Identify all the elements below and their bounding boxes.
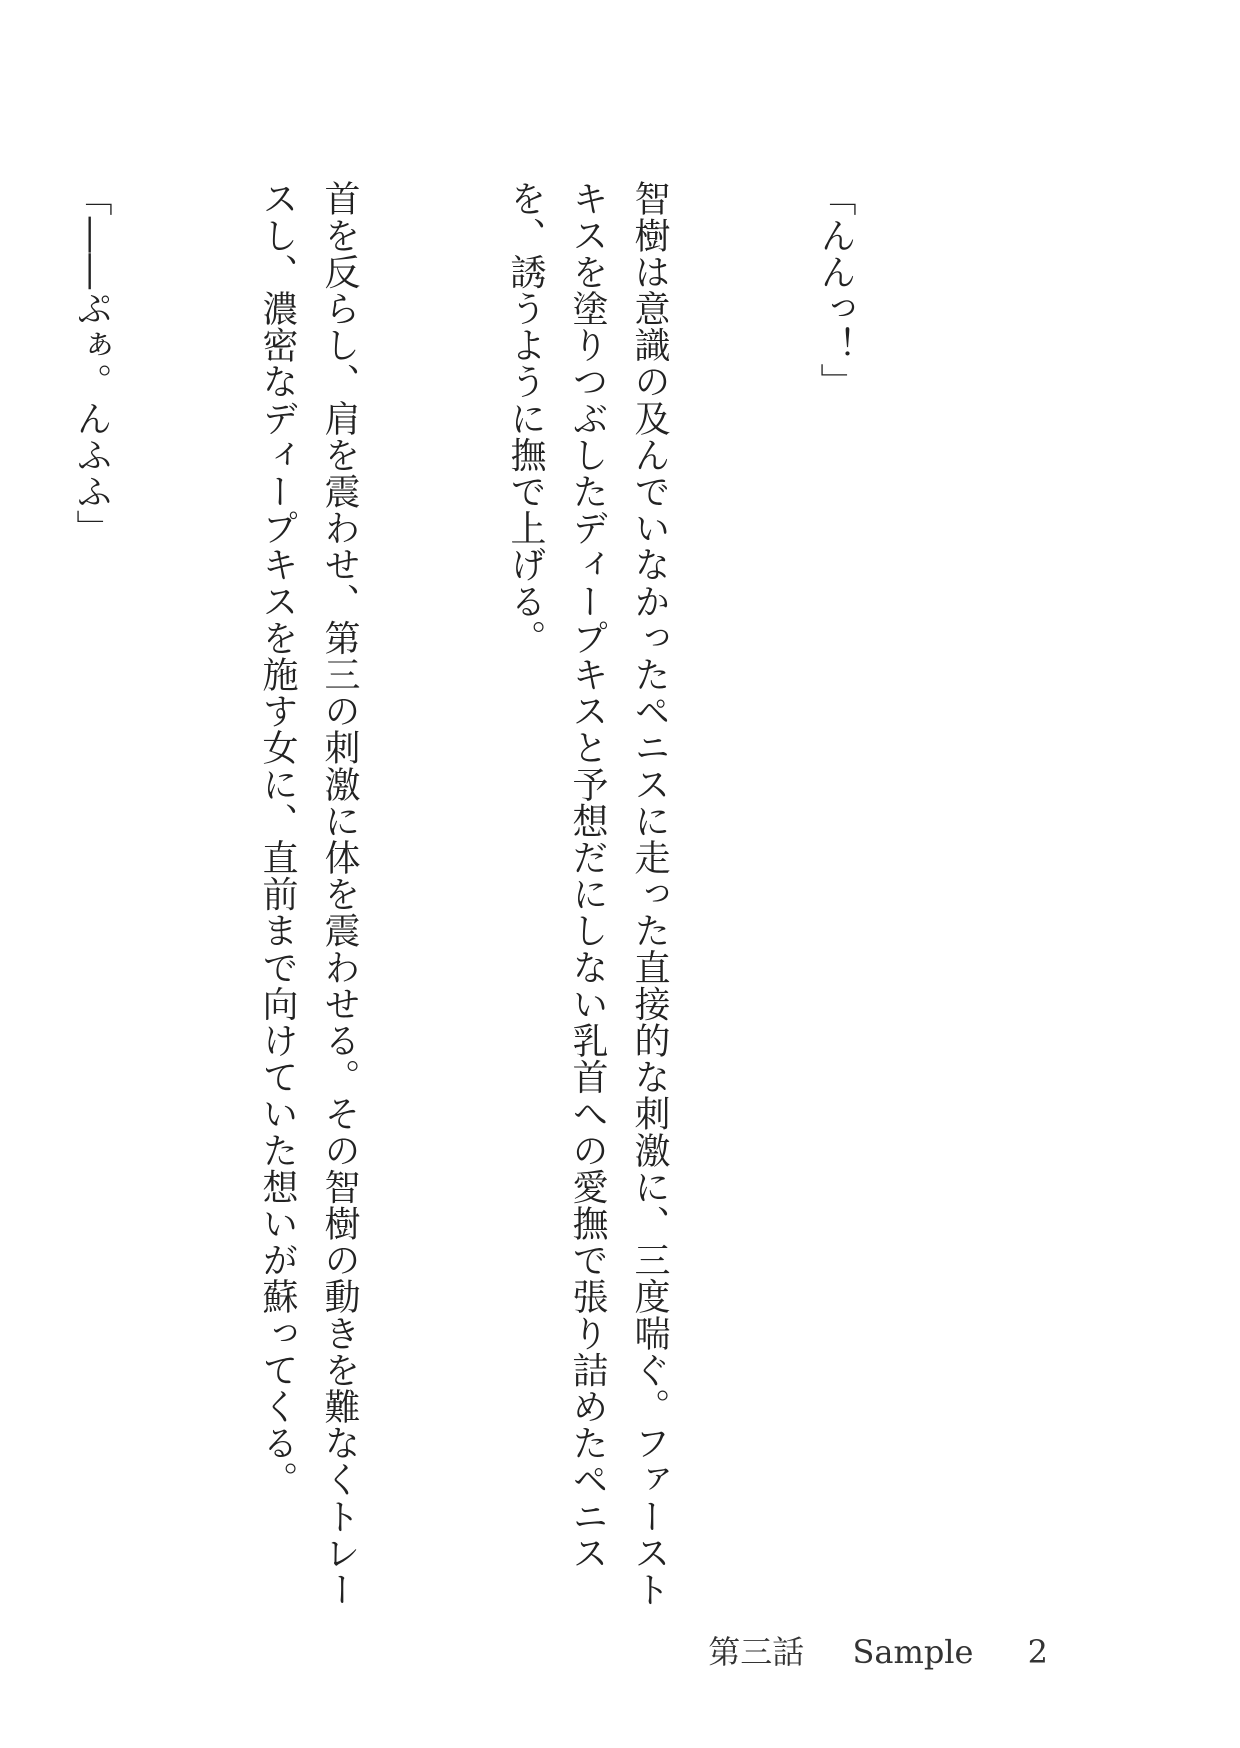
- text-line: 智樹は意識の及んでいなかったペニスに走った直接的な刺激に、三度喘ぐ。ファーストキスを塗りつぶしたディープキスと予想だにしない乳首への愛撫で張り詰めたペニスを、誘うように撫で上げる。: [505, 180, 670, 1608]
- text-line: 首を反らし、肩を震わせ、第三の刺激に体を震わせる。その智樹の動きを難なくトレースし、濃密なディープキスを施す女に、直前まで向けていた想いが蘇ってくる。: [257, 180, 360, 1608]
- text-line: 「んんっ！」: [815, 180, 856, 400]
- page-number: 2: [1027, 1633, 1048, 1671]
- chapter-title: 第三話: [708, 1633, 805, 1671]
- body-text: [0, 180, 990, 1630]
- text-line: 「――ぷぁ。んふふ」: [71, 180, 112, 546]
- page-footer: [708, 1632, 1048, 1672]
- sample-label: Sample: [852, 1633, 974, 1671]
